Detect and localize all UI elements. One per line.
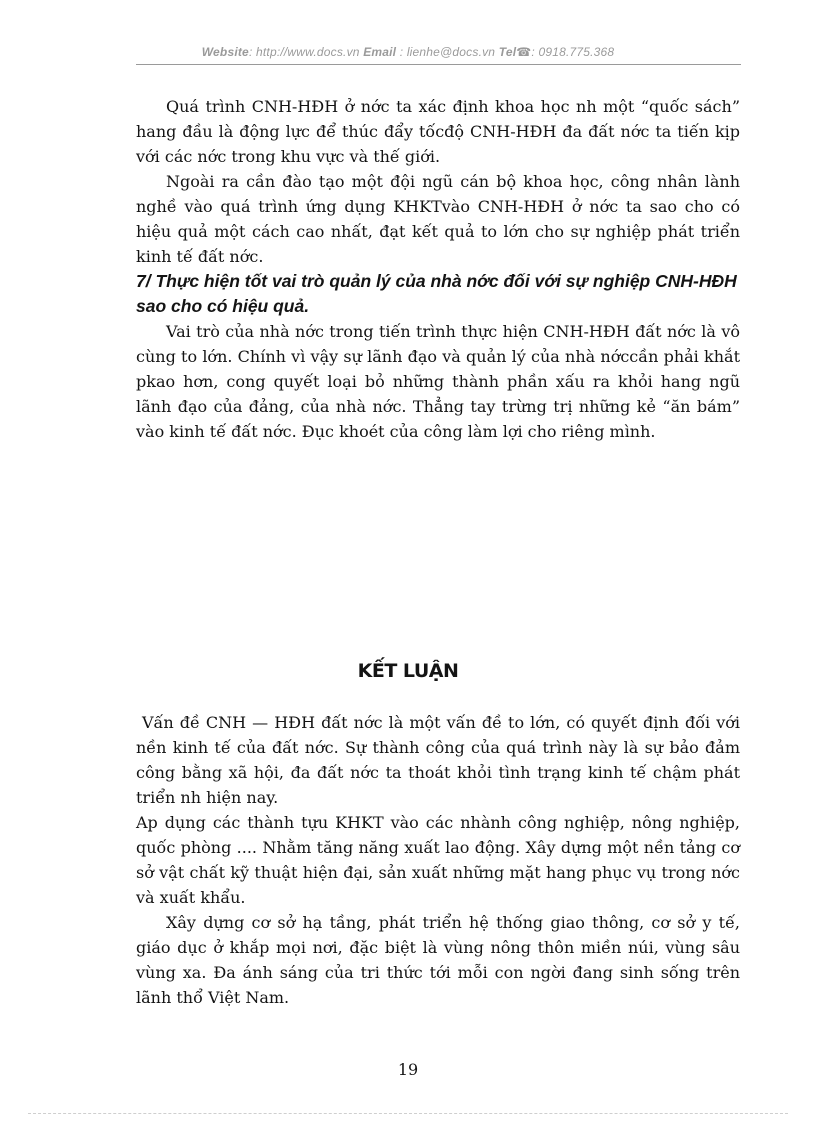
page-header xyxy=(0,45,816,59)
conclusion-paragraph: Xây dựng cơ sở hạ tầng, phát triển hệ thống giao thông, cơ sở y tế, giáo dục ở khắp mọi nơi, đặc biệt là vùng nông thôn miền núi, vùng sâu vùng xa. Đa ánh sáng của tri thức tới mỗi con ngời đang sinh sống trên lãnh thổ Việt Nam. xyxy=(136,913,740,1007)
footer-divider xyxy=(28,1113,788,1114)
conclusion-paragraph: Vấn đề CNH — HĐH đất nớc là một vấn đề to lớn, có quyết định đối với nền kinh tế của đất nớc. Sự thành công của quá trình này là sự bảo đảm công bằng xã hội, đa đất nớc ta thoát khỏi tình trạng kinh tế chậm phát triển nh hiện nay. xyxy=(136,713,740,807)
body-paragraph: Ngoài ra cần đào tạo một đội ngũ cán bộ khoa học, công nhân lành nghề vào quá trình ứng dụng KHKTvào CNH-HĐH ở nớc ta sao cho có hiệu quả một cách cao nhất, đạt kết quả to lớn cho sự nghiệp phát triển kinh tế đất nớc. xyxy=(136,172,740,266)
website-value: : http://www.docs.vn xyxy=(248,45,360,59)
conclusion-title: KẾT LUẬN xyxy=(357,660,459,682)
header-divider xyxy=(136,64,741,65)
conclusion-body xyxy=(136,710,740,1010)
document-body xyxy=(136,94,740,444)
tel-value: ☎: 0918.775.368 xyxy=(516,45,615,59)
tel-label: Tel xyxy=(498,45,517,59)
body-paragraph: Vai trò của nhà nớc trong tiến trình thực hiện CNH-HĐH đất nớc là vô cùng to lớn. Chính vì vậy sự lãnh đạo và quản lý của nhà nớccần phải khắt pkao hơn, cong quyết loại bỏ những thành phần xấu ra khỏi hang ngũ lãnh đạo của đảng, của nhà nớc. Thẳng tay trừng trị những kẻ “ăn bám” vào kinh tế đất nớc. Đục khoét của công làm lợi cho riêng mình. xyxy=(136,322,740,441)
section-heading: 7/ Thực hiện tốt vai trò quản lý của nhà nớc đối với sự nghiệp CNH-HĐH sao cho có hiệu quả. xyxy=(136,271,737,316)
email-label: Email xyxy=(363,45,397,59)
email-value: : lienhe@docs.vn xyxy=(396,45,496,59)
conclusion-paragraph: Ap dụng các thành tựu KHKT vào các nhành công nghiệp, nông nghiệp, quốc phòng .... Nhằm tăng năng xuất lao động. Xây dựng một nền tảng cơ sở vật chất kỹ thuật hiện đại, sản xuất những mặt hang phục vụ trong nớc và xuất khẩu. xyxy=(136,813,740,907)
website-label: Website xyxy=(201,45,249,59)
body-paragraph: Quá trình CNH-HĐH ở nớc ta xác định khoa học nh một “quốc sách” hang đầu là động lực để thúc đẩy tốcđộ CNH-HĐH đa đất nớc ta tiến kịp với các nớc trong khu vực và thế giới. xyxy=(136,97,740,166)
page-number: 19 xyxy=(397,1060,419,1079)
